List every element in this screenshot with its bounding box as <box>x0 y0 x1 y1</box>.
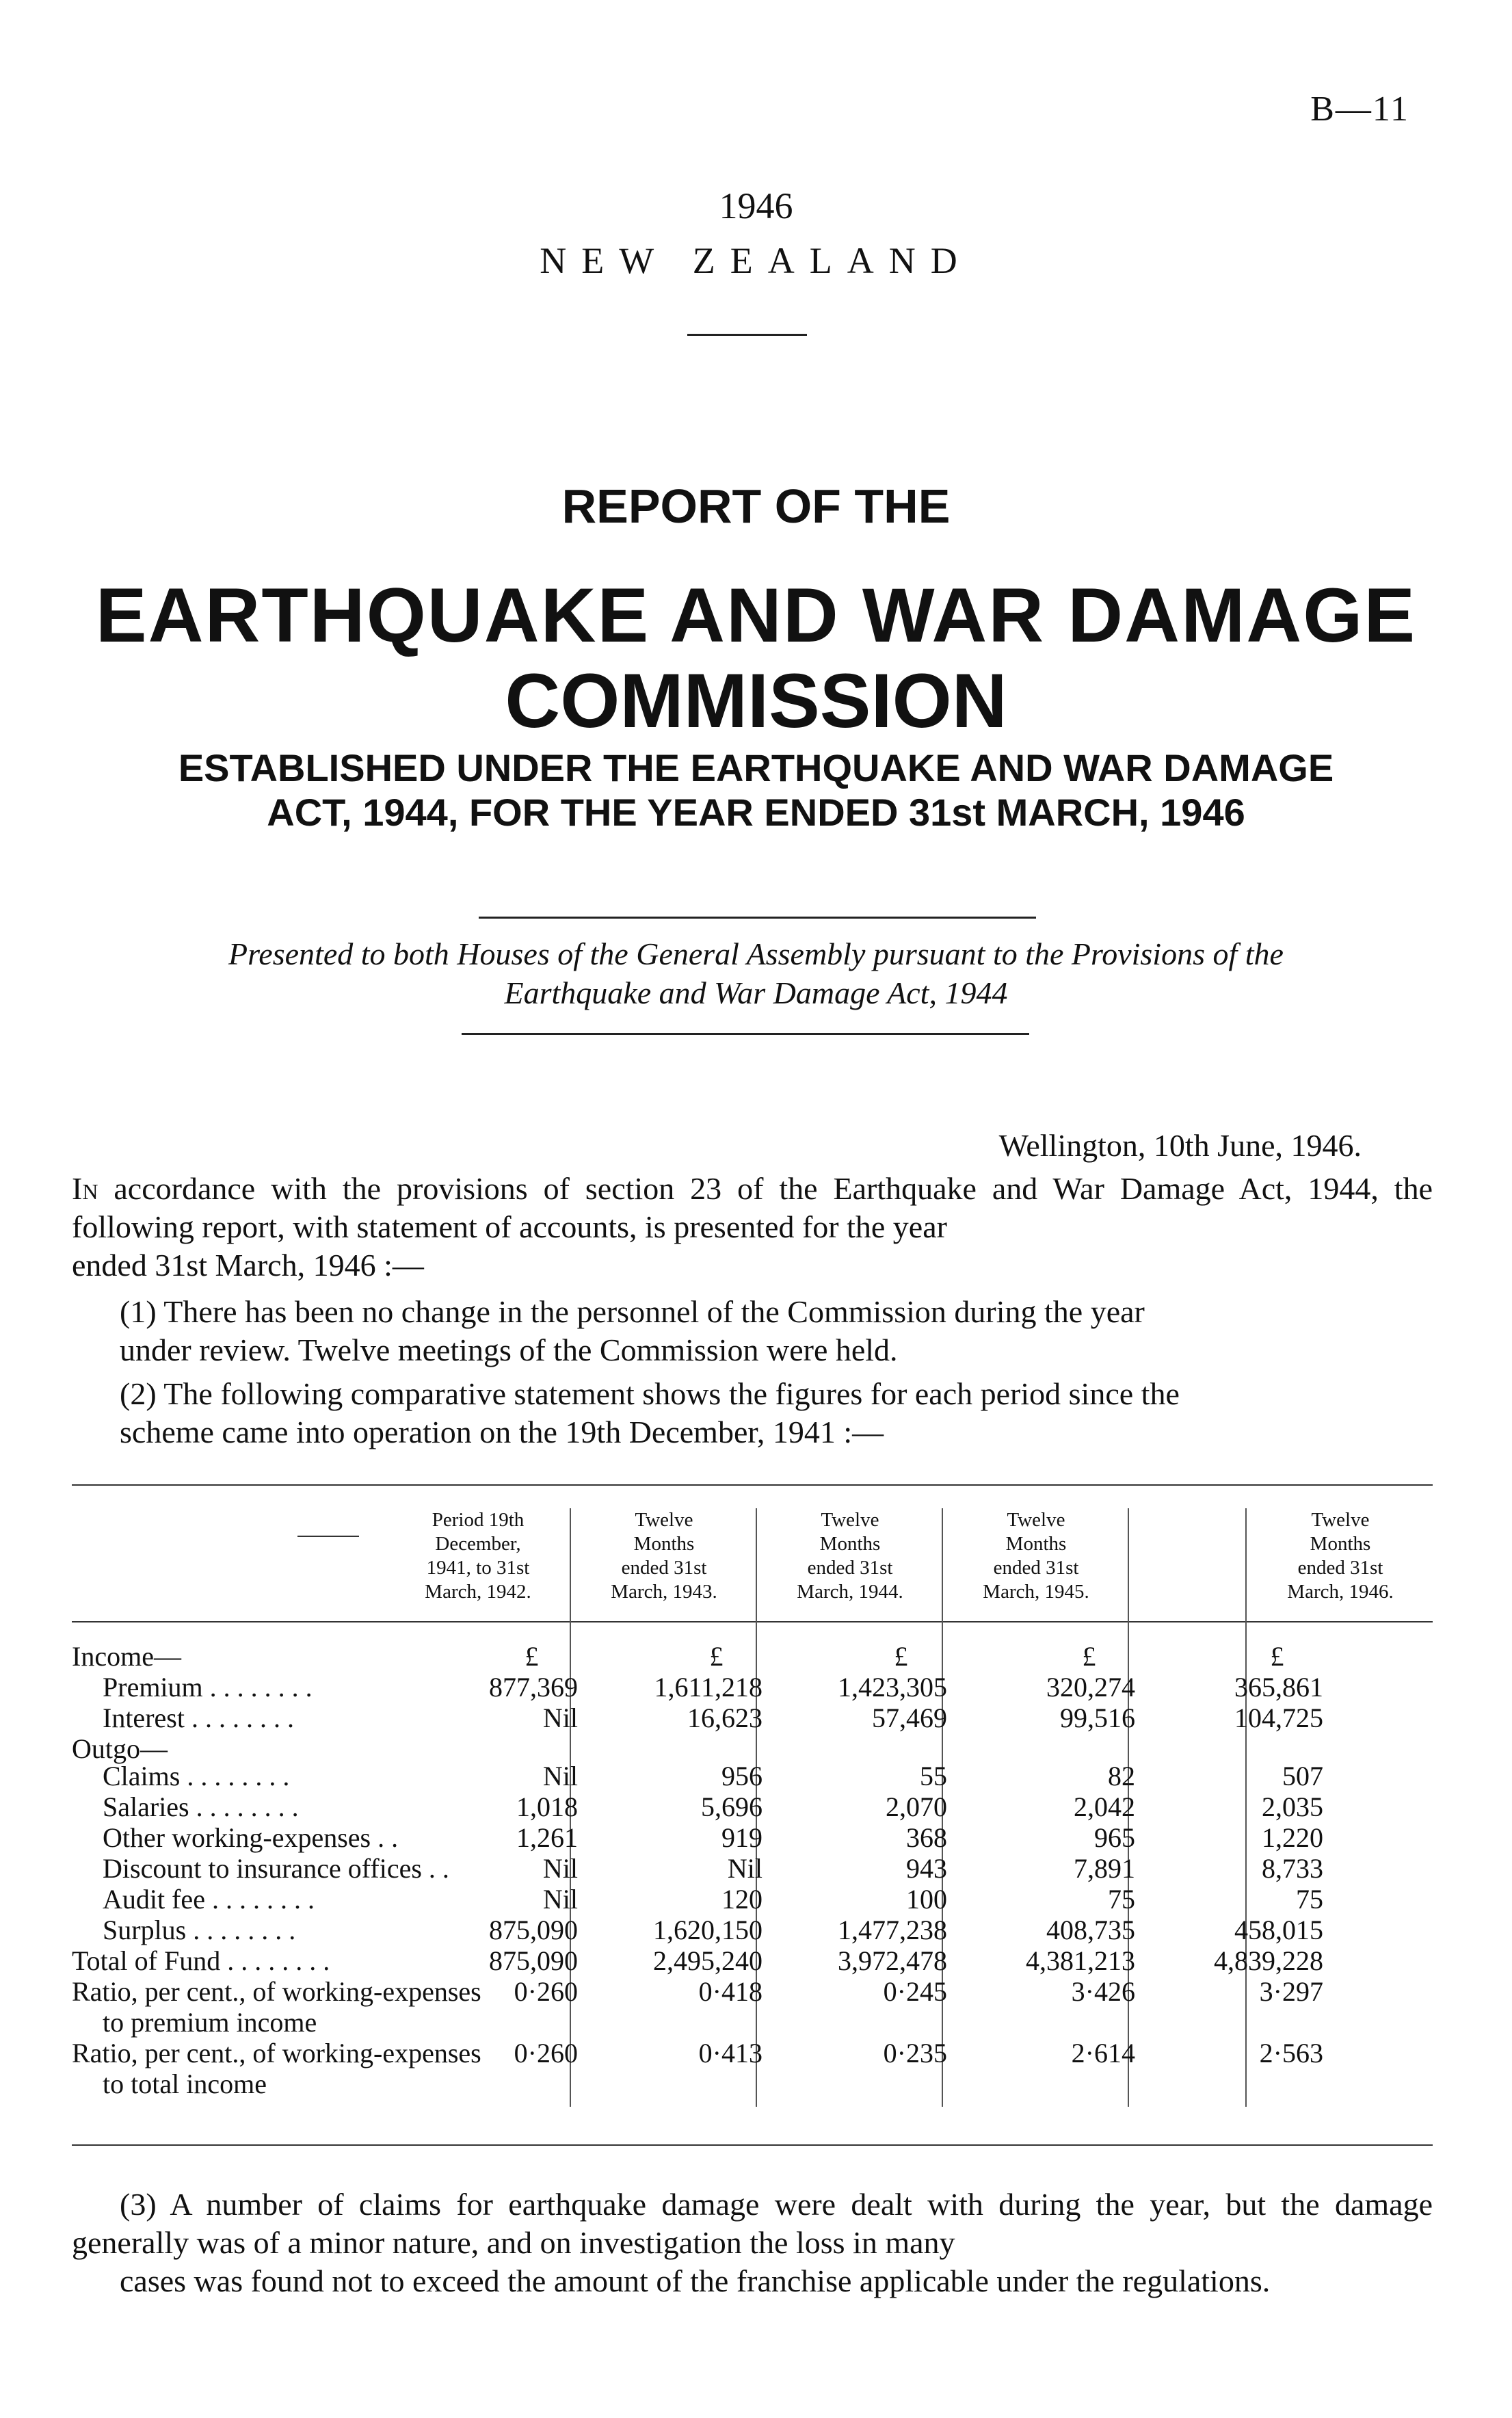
table-cell: 100 <box>906 1884 947 1915</box>
divider <box>479 917 1036 919</box>
table-cell: 57,469 <box>872 1703 947 1733</box>
table-cell: 2·563 <box>1259 2038 1323 2068</box>
table-cell: 8,733 <box>1262 1853 1323 1884</box>
table-cell: 919 <box>721 1822 762 1853</box>
stub-header-dash <box>297 1536 359 1537</box>
item-1-text: (1) There has been no change in the personnel of the Commission during the year <box>120 1294 1145 1329</box>
item-3-text: (3) A number of claims for earthquake damage were dealt with during the year, but the damage generally was of a minor nature, and on investigation the loss in many <box>72 2187 1433 2260</box>
row-label: Ratio, per cent., of working-expenses <box>72 2038 481 2068</box>
table-cell: Nil <box>542 1703 578 1733</box>
column-header-line: ended 31st <box>993 1557 1079 1579</box>
page-reference: B—11 <box>1310 90 1409 129</box>
table-cell: 16,623 <box>687 1703 762 1733</box>
column-header-line: Twelve <box>821 1509 879 1531</box>
table-cell: 4,839,228 <box>1214 1945 1323 1976</box>
row-label: Interest . . . . . . . . <box>103 1703 294 1733</box>
intro-first-word: In <box>72 1171 98 1206</box>
table-top-rule <box>72 1484 1433 1486</box>
intro-text: accordance with the provisions of section 23 of the Earthquake and War Damage Act, 1944, the following report, with statement of accounts, is presented for the year <box>72 1171 1433 1244</box>
table-cell: 1,261 <box>516 1822 578 1853</box>
presented-line-1: Presented to both Houses of the General Assembly pursuant to the Provisions of the <box>228 936 1284 971</box>
item-1-last-line: under review. Twelve meetings of the Commission were held. <box>120 1332 898 1367</box>
column-header <box>572 1508 756 1604</box>
column-header-line: March, 1946. <box>1287 1581 1394 1603</box>
column-header-line: 1941, to 31st <box>426 1557 530 1579</box>
subtitle-line-1: ESTABLISHED UNDER THE EARTHQUAKE AND WAR DAMAGE <box>178 746 1334 789</box>
column-header-line: Months <box>1005 1533 1067 1555</box>
presented-line-2: Earthquake and War Damage Act, 1944 <box>504 975 1008 1010</box>
table-cell: £ <box>525 1641 539 1672</box>
table-cell: 75 <box>1296 1884 1323 1915</box>
row-label: Outgo— <box>72 1733 168 1764</box>
table-cell: 943 <box>906 1853 947 1884</box>
table-cell: 0·235 <box>883 2038 947 2068</box>
column-header-line: March, 1944. <box>797 1581 903 1603</box>
place-date: Wellington, 10th June, 1946. <box>998 1128 1362 1163</box>
row-label: Surplus . . . . . . . . <box>103 1915 296 1945</box>
table-cell: £ <box>894 1641 908 1672</box>
row-label: Salaries . . . . . . . . <box>103 1791 299 1822</box>
row-label: Other working-expenses . . <box>103 1822 399 1853</box>
row-label: Audit fee . . . . . . . . <box>103 1884 315 1915</box>
table-cell: 320,274 <box>1046 1672 1135 1703</box>
table-cell: 875,090 <box>489 1915 578 1945</box>
country-name: NEW ZEALAND <box>540 240 972 281</box>
row-label: Total of Fund . . . . . . . . <box>72 1945 330 1976</box>
table-cell: Nil <box>542 1884 578 1915</box>
column-header-line: December, <box>435 1533 521 1555</box>
title-line-2: COMMISSION <box>505 658 1007 744</box>
row-label: to total income <box>103 2068 267 2099</box>
table-cell: 408,735 <box>1046 1915 1135 1945</box>
comparative-statement-table <box>72 1457 1433 2148</box>
table-bottom-rule <box>72 2144 1433 2146</box>
table-cell: 3,972,478 <box>838 1945 947 1976</box>
report-of-heading: REPORT OF THE <box>561 479 951 533</box>
column-header <box>1248 1508 1433 1604</box>
row-label: Ratio, per cent., of working-expenses <box>72 1976 481 2007</box>
item-3-paragraph <box>72 2185 1433 2300</box>
table-cell: 875,090 <box>489 1945 578 1976</box>
column-header-line: ended 31st <box>621 1557 707 1579</box>
table-cell: 877,369 <box>489 1672 578 1703</box>
subtitle-line-2: ACT, 1944, FOR THE YEAR ENDED 31st MARCH, 1946 <box>267 791 1245 834</box>
table-cell: 2·614 <box>1071 2038 1135 2068</box>
item-3-last-line: cases was found not to exceed the amount of the franchise applicable under the regulations. <box>120 2263 1271 2298</box>
table-cell: 104,725 <box>1234 1703 1323 1733</box>
row-label: Premium . . . . . . . . <box>103 1672 313 1703</box>
table-cell: 965 <box>1094 1822 1135 1853</box>
table-cell: 2,070 <box>886 1791 947 1822</box>
row-label: Claims . . . . . . . . <box>103 1761 290 1791</box>
divider <box>462 1033 1029 1035</box>
table-cell: 5,696 <box>701 1791 762 1822</box>
column-header <box>386 1508 570 1604</box>
intro-paragraph <box>72 1170 1433 1285</box>
table-cell: 2,042 <box>1074 1791 1135 1822</box>
table-cell: £ <box>1082 1641 1096 1672</box>
table-cell: £ <box>1270 1641 1284 1672</box>
table-cell: 1,018 <box>516 1791 578 1822</box>
table-cell: 956 <box>721 1761 762 1791</box>
column-header <box>758 1508 942 1604</box>
column-header-line: March, 1943. <box>611 1581 717 1603</box>
table-cell: £ <box>709 1641 724 1672</box>
table-cell: 1,477,238 <box>838 1915 947 1945</box>
intro-last-line: ended 31st March, 1946 :— <box>72 1248 424 1283</box>
table-cell: 75 <box>1108 1884 1135 1915</box>
table-cell: 99,516 <box>1060 1703 1135 1733</box>
table-cell: 365,861 <box>1234 1672 1323 1703</box>
item-2-text: (2) The following comparative statement shows the figures for each period since the <box>120 1376 1180 1411</box>
table-cell: 7,891 <box>1074 1853 1135 1884</box>
table-cell: 1,423,305 <box>838 1672 947 1703</box>
table-cell: 1,611,218 <box>654 1672 762 1703</box>
table-cell: 1,620,150 <box>653 1915 762 1945</box>
table-cell: Nil <box>727 1853 762 1884</box>
row-label: Income— <box>72 1641 181 1672</box>
table-cell: 0·260 <box>514 2038 578 2068</box>
column-header-line: Months <box>1310 1533 1371 1555</box>
column-header-line: Months <box>819 1533 881 1555</box>
column-header-line: March, 1942. <box>425 1581 531 1603</box>
title-line-1: EARTHQUAKE AND WAR DAMAGE <box>95 573 1417 658</box>
table-cell: 3·426 <box>1071 1976 1135 2007</box>
table-cell: 55 <box>920 1761 947 1791</box>
item-2-last-line: scheme came into operation on the 19th December, 1941 :— <box>120 1415 884 1449</box>
column-header-line: Period 19th <box>432 1509 525 1531</box>
table-cell: 368 <box>906 1822 947 1853</box>
divider <box>687 334 807 336</box>
row-label: Discount to insurance offices . . <box>103 1853 449 1884</box>
table-cell: 4,381,213 <box>1026 1945 1135 1976</box>
table-cell: 3·297 <box>1259 1976 1323 2007</box>
item-2-paragraph <box>72 1375 1433 1451</box>
table-cell: 2,035 <box>1262 1791 1323 1822</box>
table-cell: 507 <box>1282 1761 1323 1791</box>
row-label: to premium income <box>103 2007 317 2038</box>
table-cell: 82 <box>1108 1761 1135 1791</box>
table-cell: 120 <box>721 1884 762 1915</box>
column-header-line: ended 31st <box>807 1557 893 1579</box>
table-cell: Nil <box>542 1853 578 1884</box>
column-header-line: ended 31st <box>1297 1557 1383 1579</box>
table-cell: 1,220 <box>1262 1822 1323 1853</box>
table-cell: 0·418 <box>698 1976 762 2007</box>
table-cell: 0·413 <box>698 2038 762 2068</box>
column-header-line: Twelve <box>1007 1509 1065 1531</box>
column-header-line: March, 1945. <box>983 1581 1089 1603</box>
table-cell: Nil <box>542 1761 578 1791</box>
column-header <box>944 1508 1128 1604</box>
table-cell: 2,495,240 <box>653 1945 762 1976</box>
item-1-paragraph <box>72 1293 1433 1369</box>
column-header-line: Twelve <box>635 1509 693 1531</box>
table-cell: 458,015 <box>1234 1915 1323 1945</box>
table-cell: 0·260 <box>514 1976 578 2007</box>
report-year: 1946 <box>719 185 793 226</box>
column-header-line: Months <box>633 1533 695 1555</box>
table-cell: 0·245 <box>883 1976 947 2007</box>
table-header-rule <box>72 1621 1433 1622</box>
column-header-line: Twelve <box>1311 1509 1370 1531</box>
